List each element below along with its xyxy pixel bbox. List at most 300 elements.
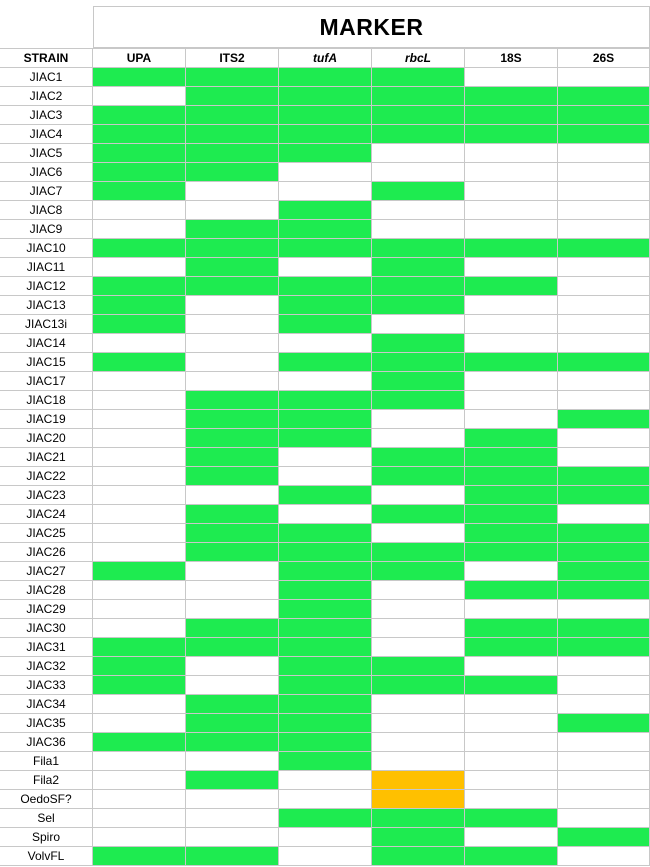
marker-cell bbox=[558, 239, 650, 258]
marker-cell bbox=[558, 258, 650, 277]
marker-cell bbox=[372, 486, 465, 505]
marker-cell bbox=[465, 182, 558, 201]
marker-cell bbox=[372, 182, 465, 201]
marker-cell bbox=[558, 809, 650, 828]
marker-cell bbox=[558, 581, 650, 600]
strain-label: JIAC35 bbox=[0, 714, 93, 733]
marker-cell bbox=[558, 106, 650, 125]
marker-cell bbox=[558, 600, 650, 619]
marker-cell bbox=[372, 125, 465, 144]
strain-label: JIAC1 bbox=[0, 68, 93, 87]
strain-label: JIAC13 bbox=[0, 296, 93, 315]
marker-cell bbox=[186, 258, 279, 277]
marker-cell bbox=[93, 486, 186, 505]
marker-cell bbox=[93, 372, 186, 391]
marker-cell bbox=[465, 239, 558, 258]
strain-label: JIAC5 bbox=[0, 144, 93, 163]
marker-cell bbox=[372, 562, 465, 581]
marker-cell bbox=[279, 600, 372, 619]
marker-header-tufa: tufA bbox=[279, 48, 372, 68]
marker-cell bbox=[186, 277, 279, 296]
marker-cell bbox=[279, 771, 372, 790]
marker-cell bbox=[372, 638, 465, 657]
marker-cell bbox=[372, 657, 465, 676]
marker-cell bbox=[186, 106, 279, 125]
marker-cell bbox=[465, 600, 558, 619]
marker-cell bbox=[372, 334, 465, 353]
marker-cell bbox=[465, 144, 558, 163]
marker-cell bbox=[465, 676, 558, 695]
marker-cell bbox=[465, 771, 558, 790]
marker-cell bbox=[93, 828, 186, 847]
marker-cell bbox=[93, 676, 186, 695]
marker-cell bbox=[558, 714, 650, 733]
strain-label: JIAC21 bbox=[0, 448, 93, 467]
marker-cell bbox=[558, 410, 650, 429]
marker-cell bbox=[186, 429, 279, 448]
marker-cell bbox=[372, 581, 465, 600]
marker-cell bbox=[465, 505, 558, 524]
marker-cell bbox=[372, 771, 465, 790]
marker-cell bbox=[558, 486, 650, 505]
marker-cell bbox=[465, 714, 558, 733]
marker-cell bbox=[279, 733, 372, 752]
strain-label: JIAC15 bbox=[0, 353, 93, 372]
marker-cell bbox=[186, 638, 279, 657]
marker-cell bbox=[372, 619, 465, 638]
marker-cell bbox=[372, 714, 465, 733]
marker-cell bbox=[186, 543, 279, 562]
marker-cell bbox=[186, 220, 279, 239]
marker-cell bbox=[186, 619, 279, 638]
marker-cell bbox=[186, 144, 279, 163]
marker-cell bbox=[93, 771, 186, 790]
marker-cell bbox=[186, 752, 279, 771]
marker-cell bbox=[465, 410, 558, 429]
marker-cell bbox=[465, 429, 558, 448]
marker-cell bbox=[279, 638, 372, 657]
strain-label: JIAC23 bbox=[0, 486, 93, 505]
marker-cell bbox=[372, 809, 465, 828]
marker-cell bbox=[372, 391, 465, 410]
marker-cell bbox=[186, 562, 279, 581]
marker-cell bbox=[465, 790, 558, 809]
marker-cell bbox=[558, 828, 650, 847]
marker-cell bbox=[93, 790, 186, 809]
marker-cell bbox=[279, 448, 372, 467]
marker-cell bbox=[465, 334, 558, 353]
marker-cell bbox=[93, 752, 186, 771]
marker-cell bbox=[372, 524, 465, 543]
marker-cell bbox=[279, 847, 372, 866]
strain-label: JIAC24 bbox=[0, 505, 93, 524]
marker-cell bbox=[186, 790, 279, 809]
marker-cell bbox=[279, 201, 372, 220]
marker-cell bbox=[93, 239, 186, 258]
strain-label: JIAC25 bbox=[0, 524, 93, 543]
marker-cell bbox=[558, 562, 650, 581]
marker-cell bbox=[186, 847, 279, 866]
marker-cell bbox=[279, 296, 372, 315]
marker-cell bbox=[558, 201, 650, 220]
marker-cell bbox=[372, 600, 465, 619]
marker-cell bbox=[279, 505, 372, 524]
marker-cell bbox=[372, 239, 465, 258]
marker-cell bbox=[279, 106, 372, 125]
marker-cell bbox=[279, 277, 372, 296]
marker-cell bbox=[186, 467, 279, 486]
marker-cell bbox=[465, 258, 558, 277]
marker-cell bbox=[558, 334, 650, 353]
strain-label: JIAC31 bbox=[0, 638, 93, 657]
marker-cell bbox=[279, 695, 372, 714]
strain-label: JIAC4 bbox=[0, 125, 93, 144]
marker-cell bbox=[372, 543, 465, 562]
marker-cell bbox=[558, 657, 650, 676]
marker-cell bbox=[279, 125, 372, 144]
marker-cell bbox=[465, 201, 558, 220]
marker-cell bbox=[93, 277, 186, 296]
marker-cell bbox=[465, 125, 558, 144]
marker-cell bbox=[465, 543, 558, 562]
marker-cell bbox=[279, 372, 372, 391]
strain-label: JIAC11 bbox=[0, 258, 93, 277]
marker-cell bbox=[279, 562, 372, 581]
marker-cell bbox=[558, 505, 650, 524]
marker-cell bbox=[465, 296, 558, 315]
marker-cell bbox=[186, 524, 279, 543]
marker-cell bbox=[93, 182, 186, 201]
marker-cell bbox=[465, 448, 558, 467]
marker-cell bbox=[279, 163, 372, 182]
marker-cell bbox=[93, 410, 186, 429]
marker-cell bbox=[465, 695, 558, 714]
marker-cell bbox=[372, 467, 465, 486]
marker-cell bbox=[372, 847, 465, 866]
marker-cell bbox=[465, 391, 558, 410]
marker-cell bbox=[186, 315, 279, 334]
marker-cell bbox=[186, 334, 279, 353]
marker-cell bbox=[465, 581, 558, 600]
strain-label: Fila1 bbox=[0, 752, 93, 771]
marker-cell bbox=[93, 733, 186, 752]
marker-cell bbox=[465, 733, 558, 752]
marker-cell bbox=[93, 68, 186, 87]
marker-cell bbox=[372, 163, 465, 182]
marker-header-26s: 26S bbox=[558, 48, 650, 68]
marker-cell bbox=[279, 144, 372, 163]
marker-cell bbox=[465, 752, 558, 771]
marker-cell bbox=[372, 315, 465, 334]
strain-label: JIAC8 bbox=[0, 201, 93, 220]
marker-cell bbox=[279, 87, 372, 106]
strain-label: JIAC22 bbox=[0, 467, 93, 486]
marker-cell bbox=[93, 505, 186, 524]
marker-cell bbox=[186, 353, 279, 372]
marker-header-upa: UPA bbox=[93, 48, 186, 68]
strain-label: JIAC29 bbox=[0, 600, 93, 619]
strain-label: JIAC14 bbox=[0, 334, 93, 353]
marker-cell bbox=[279, 315, 372, 334]
marker-cell bbox=[279, 676, 372, 695]
marker-cell bbox=[279, 467, 372, 486]
marker-cell bbox=[558, 619, 650, 638]
marker-cell bbox=[186, 372, 279, 391]
marker-cell bbox=[279, 68, 372, 87]
marker-cell bbox=[93, 201, 186, 220]
table-title: MARKER bbox=[93, 6, 650, 48]
strain-label: JIAC3 bbox=[0, 106, 93, 125]
strain-label: JIAC19 bbox=[0, 410, 93, 429]
marker-cell bbox=[372, 68, 465, 87]
strain-label: JIAC26 bbox=[0, 543, 93, 562]
strain-label: JIAC6 bbox=[0, 163, 93, 182]
marker-cell bbox=[372, 106, 465, 125]
marker-cell bbox=[186, 828, 279, 847]
marker-cell bbox=[186, 771, 279, 790]
marker-cell bbox=[186, 448, 279, 467]
strain-label: JIAC27 bbox=[0, 562, 93, 581]
marker-cell bbox=[465, 68, 558, 87]
marker-cell bbox=[93, 144, 186, 163]
marker-cell bbox=[93, 296, 186, 315]
marker-cell bbox=[93, 448, 186, 467]
marker-cell bbox=[465, 828, 558, 847]
marker-cell bbox=[279, 714, 372, 733]
marker-cell bbox=[279, 410, 372, 429]
marker-cell bbox=[465, 220, 558, 239]
strain-label: VolvFL bbox=[0, 847, 93, 866]
marker-cell bbox=[279, 809, 372, 828]
strain-label: JIAC36 bbox=[0, 733, 93, 752]
strain-label: JIAC18 bbox=[0, 391, 93, 410]
marker-cell bbox=[465, 562, 558, 581]
marker-cell bbox=[558, 429, 650, 448]
marker-cell bbox=[558, 676, 650, 695]
marker-cell bbox=[279, 220, 372, 239]
marker-cell bbox=[186, 87, 279, 106]
marker-cell bbox=[558, 448, 650, 467]
marker-cell bbox=[558, 733, 650, 752]
strain-label: JIAC9 bbox=[0, 220, 93, 239]
marker-cell bbox=[93, 391, 186, 410]
marker-cell bbox=[279, 258, 372, 277]
marker-cell bbox=[186, 809, 279, 828]
marker-cell bbox=[186, 676, 279, 695]
marker-cell bbox=[558, 220, 650, 239]
marker-cell bbox=[372, 87, 465, 106]
marker-cell bbox=[558, 543, 650, 562]
marker-cell bbox=[186, 505, 279, 524]
marker-header-18s: 18S bbox=[465, 48, 558, 68]
marker-cell bbox=[186, 182, 279, 201]
strain-label: Fila2 bbox=[0, 771, 93, 790]
marker-cell bbox=[93, 429, 186, 448]
marker-cell bbox=[372, 372, 465, 391]
marker-cell bbox=[279, 524, 372, 543]
marker-cell bbox=[558, 182, 650, 201]
marker-cell bbox=[93, 714, 186, 733]
marker-cell bbox=[93, 334, 186, 353]
marker-cell bbox=[93, 638, 186, 657]
marker-cell bbox=[372, 733, 465, 752]
strain-label: JIAC32 bbox=[0, 657, 93, 676]
marker-cell bbox=[186, 163, 279, 182]
marker-cell bbox=[279, 429, 372, 448]
marker-cell bbox=[93, 106, 186, 125]
marker-cell bbox=[186, 714, 279, 733]
marker-cell bbox=[93, 220, 186, 239]
marker-cell bbox=[372, 676, 465, 695]
marker-cell bbox=[93, 125, 186, 144]
marker-cell bbox=[186, 68, 279, 87]
marker-cell bbox=[465, 809, 558, 828]
marker-cell bbox=[372, 429, 465, 448]
marker-cell bbox=[558, 372, 650, 391]
marker-cell bbox=[558, 353, 650, 372]
marker-cell bbox=[93, 619, 186, 638]
marker-cell bbox=[279, 182, 372, 201]
marker-cell bbox=[93, 562, 186, 581]
marker-cell bbox=[279, 391, 372, 410]
marker-cell bbox=[186, 239, 279, 258]
marker-cell bbox=[279, 790, 372, 809]
marker-cell bbox=[279, 486, 372, 505]
marker-cell bbox=[465, 524, 558, 543]
marker-cell bbox=[465, 847, 558, 866]
marker-cell bbox=[558, 68, 650, 87]
strain-label: JIAC12 bbox=[0, 277, 93, 296]
strain-label: JIAC13i bbox=[0, 315, 93, 334]
marker-cell bbox=[93, 163, 186, 182]
marker-cell bbox=[558, 315, 650, 334]
strain-label: JIAC17 bbox=[0, 372, 93, 391]
strain-label: OedoSF? bbox=[0, 790, 93, 809]
marker-header-its2: ITS2 bbox=[186, 48, 279, 68]
marker-cell bbox=[372, 752, 465, 771]
marker-cell bbox=[279, 752, 372, 771]
marker-cell bbox=[186, 733, 279, 752]
marker-cell bbox=[372, 790, 465, 809]
marker-cell bbox=[186, 296, 279, 315]
marker-cell bbox=[279, 581, 372, 600]
marker-cell bbox=[558, 467, 650, 486]
marker-cell bbox=[93, 543, 186, 562]
marker-cell bbox=[186, 581, 279, 600]
marker-cell bbox=[465, 277, 558, 296]
marker-cell bbox=[465, 163, 558, 182]
marker-cell bbox=[372, 828, 465, 847]
strain-label: Sel bbox=[0, 809, 93, 828]
marker-cell bbox=[186, 695, 279, 714]
marker-cell bbox=[465, 372, 558, 391]
marker-cell bbox=[465, 657, 558, 676]
marker-cell bbox=[93, 600, 186, 619]
marker-header-rbcl: rbcL bbox=[372, 48, 465, 68]
marker-cell bbox=[186, 410, 279, 429]
strain-label: JIAC33 bbox=[0, 676, 93, 695]
marker-cell bbox=[558, 524, 650, 543]
marker-cell bbox=[279, 828, 372, 847]
marker-cell bbox=[465, 486, 558, 505]
marker-cell bbox=[186, 391, 279, 410]
marker-cell bbox=[558, 277, 650, 296]
marker-cell bbox=[93, 258, 186, 277]
marker-cell bbox=[372, 448, 465, 467]
marker-cell bbox=[93, 581, 186, 600]
marker-cell bbox=[372, 277, 465, 296]
marker-cell bbox=[93, 315, 186, 334]
marker-cell bbox=[465, 106, 558, 125]
marker-cell bbox=[186, 600, 279, 619]
marker-cell bbox=[372, 201, 465, 220]
marker-cell bbox=[372, 353, 465, 372]
marker-cell bbox=[465, 467, 558, 486]
marker-cell bbox=[279, 334, 372, 353]
marker-cell bbox=[93, 695, 186, 714]
marker-cell bbox=[279, 543, 372, 562]
marker-cell bbox=[93, 353, 186, 372]
strain-label: JIAC34 bbox=[0, 695, 93, 714]
marker-cell bbox=[372, 410, 465, 429]
marker-cell bbox=[558, 790, 650, 809]
marker-cell bbox=[186, 657, 279, 676]
strain-label: JIAC20 bbox=[0, 429, 93, 448]
marker-cell bbox=[186, 486, 279, 505]
marker-cell bbox=[372, 144, 465, 163]
marker-cell bbox=[558, 391, 650, 410]
marker-cell bbox=[558, 296, 650, 315]
marker-cell bbox=[558, 87, 650, 106]
marker-cell bbox=[279, 239, 372, 258]
marker-cell bbox=[558, 847, 650, 866]
marker-cell bbox=[93, 524, 186, 543]
strain-label: JIAC28 bbox=[0, 581, 93, 600]
marker-cell bbox=[93, 809, 186, 828]
strain-header: STRAIN bbox=[0, 48, 93, 68]
marker-cell bbox=[558, 752, 650, 771]
marker-cell bbox=[465, 619, 558, 638]
marker-cell bbox=[558, 163, 650, 182]
marker-cell bbox=[558, 125, 650, 144]
marker-cell bbox=[558, 771, 650, 790]
marker-cell bbox=[465, 315, 558, 334]
marker-cell bbox=[372, 695, 465, 714]
marker-cell bbox=[558, 144, 650, 163]
marker-cell bbox=[372, 505, 465, 524]
marker-cell bbox=[372, 220, 465, 239]
marker-cell bbox=[465, 638, 558, 657]
strain-label: JIAC30 bbox=[0, 619, 93, 638]
strain-label: Spiro bbox=[0, 828, 93, 847]
marker-cell bbox=[186, 201, 279, 220]
marker-cell bbox=[279, 657, 372, 676]
marker-cell bbox=[93, 87, 186, 106]
marker-cell bbox=[465, 353, 558, 372]
marker-cell bbox=[279, 619, 372, 638]
marker-cell bbox=[93, 467, 186, 486]
marker-cell bbox=[279, 353, 372, 372]
marker-cell bbox=[465, 87, 558, 106]
marker-cell bbox=[93, 847, 186, 866]
marker-cell bbox=[93, 657, 186, 676]
strain-label: JIAC7 bbox=[0, 182, 93, 201]
strain-label: JIAC10 bbox=[0, 239, 93, 258]
marker-cell bbox=[558, 695, 650, 714]
marker-cell bbox=[372, 258, 465, 277]
marker-cell bbox=[186, 125, 279, 144]
marker-cell bbox=[558, 638, 650, 657]
